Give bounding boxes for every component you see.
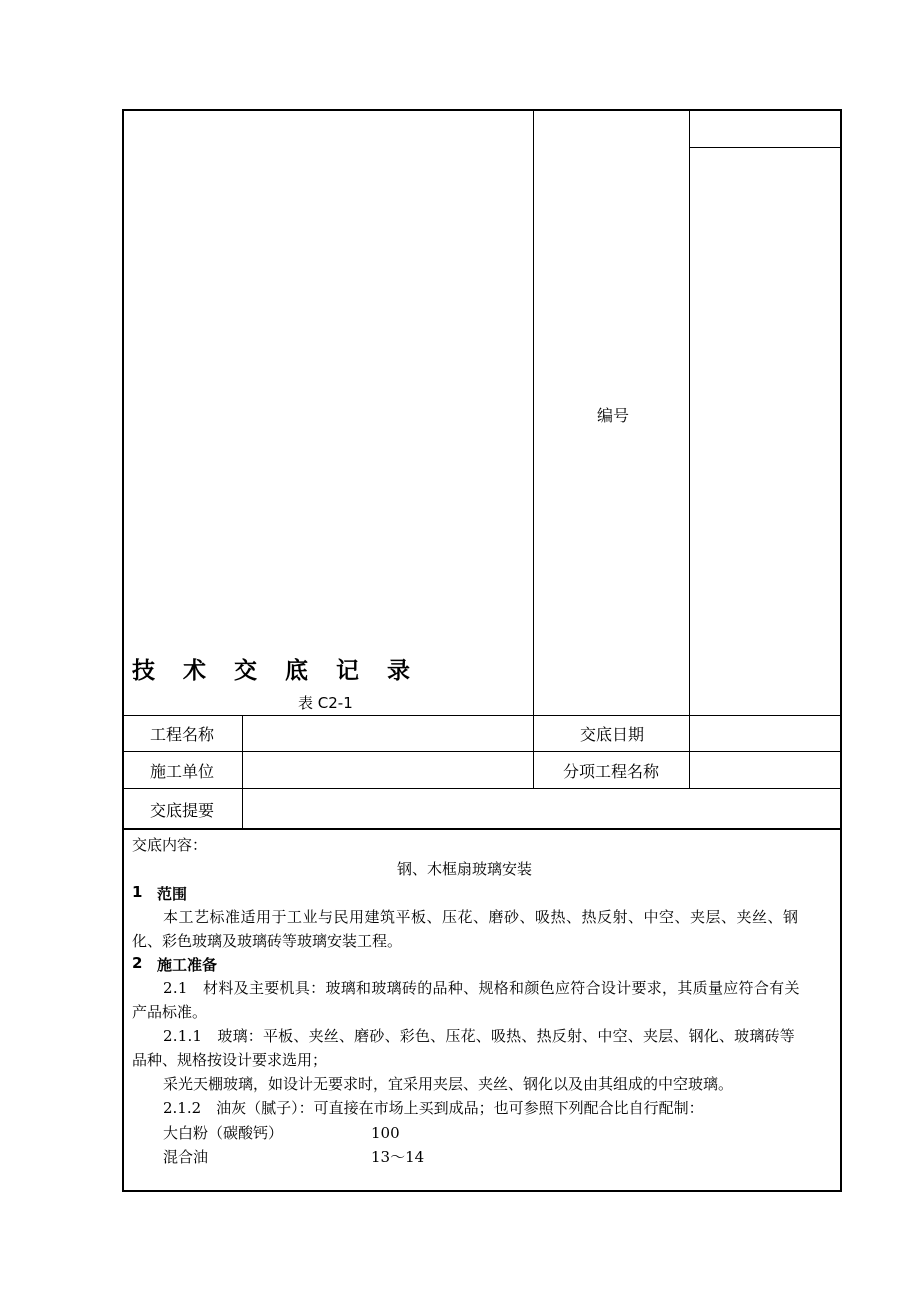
paragraph-2-1-1-line-2: 品种、规格按设计要求选用； [132, 1051, 328, 1069]
section-1-number: 1 [132, 883, 143, 901]
row1-bottom-line [123, 751, 840, 752]
section-2-title: 施工准备 [157, 956, 218, 974]
paragraph-2-1-1-line-1: 2.1.1 玻璃：平板、夹丝、磨砂、彩色、压花、吸热、热反射、中空、夹层、钢化、玻璃砖等 [163, 1027, 795, 1045]
section-2-number: 2 [132, 954, 143, 972]
ingredient-name-2: 混合油 [163, 1148, 209, 1166]
header-divider-2 [689, 110, 690, 715]
right-column-line [689, 715, 690, 788]
project-name-label: 工程名称 [150, 725, 215, 744]
header-bottom-line [123, 715, 840, 716]
header-divider-1 [533, 110, 534, 715]
mid-column-line [533, 715, 534, 788]
paragraph-2-1-line-2: 产品标准。 [132, 1003, 208, 1021]
paragraph-2-1-1-line-3: 采光天棚玻璃，如设计无要求时，宜采用夹层、夹丝、钢化以及由其组成的中空玻璃。 [163, 1075, 734, 1093]
sub-project-name-label: 分项工程名称 [563, 762, 660, 781]
summary-label: 交底提要 [150, 801, 215, 820]
ingredient-name-1: 大白粉（碳酸钙） [163, 1124, 284, 1142]
content-label: 交底内容： [132, 836, 208, 854]
section-1-paragraph-line-1: 本工艺标准适用于工业与民用建筑平板、压花、磨砂、吸热、热反射、中空、夹层、夹丝、钢 [163, 908, 799, 926]
section-1-paragraph-line-2: 化、彩色玻璃及玻璃砖等玻璃安装工程。 [132, 932, 403, 950]
number-label: 编号 [597, 406, 630, 425]
form-code: 表 C2-1 [298, 694, 353, 712]
row2-bottom-line [123, 788, 840, 789]
label-column-line [242, 715, 243, 829]
number-row-divider [690, 147, 840, 148]
row3-bottom-line [123, 828, 840, 830]
form-title: 技 术 交 底 记 录 [132, 658, 421, 684]
content-subject: 钢、木框扇玻璃安装 [397, 860, 533, 878]
construction-unit-label: 施工单位 [150, 762, 215, 781]
paragraph-2-1-2: 2.1.2 油灰（腻子）：可直接在市场上买到成品；也可参照下列配合比自行配制： [163, 1099, 704, 1117]
paragraph-2-1-line-1: 2.1 材料及主要机具：玻璃和玻璃砖的品种、规格和颜色应符合设计要求，其质量应符合有关 [163, 979, 800, 997]
ingredient-amount-1: 100 [371, 1124, 400, 1142]
ingredient-amount-2: 13～14 [371, 1148, 425, 1166]
section-1-title: 范围 [157, 885, 188, 903]
handover-date-label: 交底日期 [580, 725, 645, 744]
